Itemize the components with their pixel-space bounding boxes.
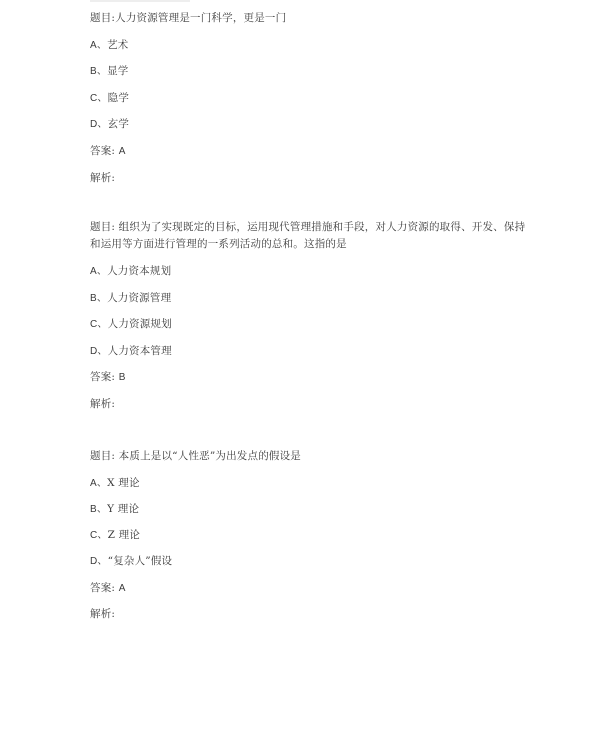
- option-key: C、: [90, 530, 108, 541]
- option-text: 人力资源规划: [107, 318, 172, 330]
- question-2-option-c: [90, 318, 172, 331]
- question-2-option-b: [90, 292, 171, 305]
- answer-label: 答案:: [90, 582, 116, 594]
- option-text: X 理论: [107, 477, 140, 489]
- question-3-stem: 题目: 本质上是以“人性恶”为出发点的假设是: [90, 450, 302, 462]
- option-text: 玄学: [107, 118, 130, 130]
- option-text: Z 理论: [107, 529, 141, 541]
- answer-value: A: [118, 146, 126, 157]
- question-3-option-d: [90, 555, 172, 568]
- answer-label: 答案:: [90, 145, 116, 157]
- option-text: 人力资本管理: [107, 345, 172, 357]
- question-3-option-a: [90, 477, 140, 490]
- question-2-option-d: [90, 345, 172, 358]
- answer-value: A: [118, 583, 126, 594]
- option-key: C、: [90, 93, 108, 104]
- option-key: B、: [90, 293, 108, 304]
- option-key: D、: [90, 346, 108, 357]
- cropped-previous-line: [90, 0, 190, 2]
- question-3-answer: [90, 582, 126, 595]
- option-key: D、: [90, 119, 108, 130]
- question-1-option-d: [90, 118, 129, 131]
- option-text: Y 理论: [107, 503, 140, 515]
- question-1-stem: 题目:人力资源管理是一门科学，更是一门: [90, 12, 287, 24]
- question-1-answer: [90, 145, 126, 158]
- question-2-option-a: [90, 265, 171, 278]
- question-1-analysis: 解析:: [90, 172, 116, 184]
- option-key: A、: [90, 478, 108, 489]
- question-1-option-b: [90, 65, 128, 78]
- option-key: D、: [90, 556, 108, 567]
- question-2-stem: 题目: 组织为了实现既定的目标，运用现代管理措施和手段，对人力资源的取得、开发、保持和运用等方面进行管理的一系列活动的总和。这指的是: [90, 221, 526, 250]
- answer-value: B: [118, 372, 126, 383]
- question-2-analysis: 解析:: [90, 398, 116, 410]
- option-text: 隐学: [107, 92, 130, 104]
- question-3-option-c: [90, 529, 140, 542]
- answer-label: 答案:: [90, 371, 116, 383]
- option-key: A、: [90, 40, 108, 51]
- option-key: C、: [90, 319, 108, 330]
- option-text: “复杂人”假设: [107, 555, 173, 567]
- question-3-option-b: [90, 503, 139, 516]
- question-3-analysis: 解析:: [90, 608, 116, 620]
- question-1-option-a: [90, 39, 128, 52]
- option-text: 显学: [107, 65, 129, 77]
- option-key: A、: [90, 266, 108, 277]
- option-key: B、: [90, 504, 108, 515]
- option-text: 人力资源管理: [107, 292, 172, 304]
- question-1-option-c: [90, 92, 129, 105]
- option-key: B、: [90, 66, 108, 77]
- question-2-answer: [90, 371, 126, 384]
- option-text: 人力资本规划: [107, 265, 172, 277]
- option-text: 艺术: [107, 39, 129, 51]
